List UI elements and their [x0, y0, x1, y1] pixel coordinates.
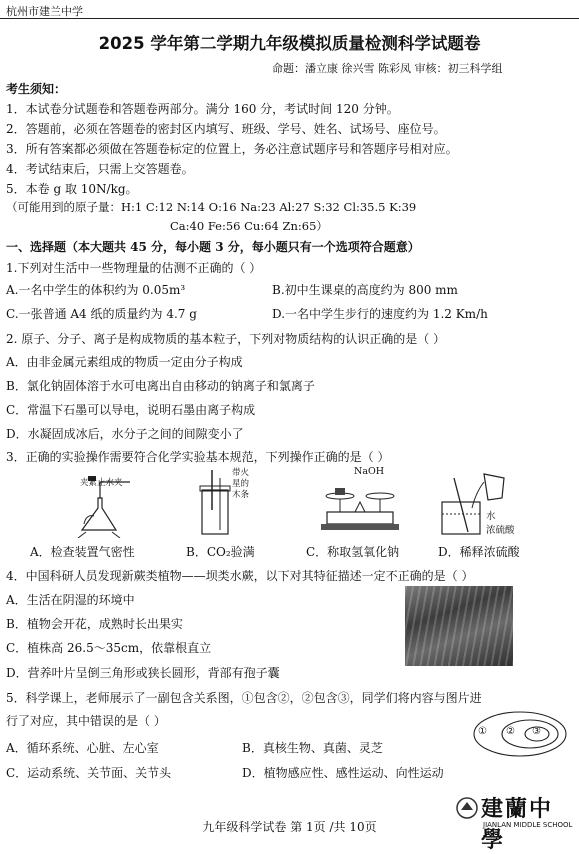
school-header: 杭州市建兰中学 — [6, 5, 83, 18]
q5-option-c: C．运动系统、关节面、关节头 — [6, 766, 172, 780]
q4-option-a: A．生活在阴湿的环境中 — [6, 593, 135, 607]
authors-line: 命题：潘立康 徐兴雪 陈彩凤 审核：初三科学组 — [272, 62, 503, 75]
q3-figure-b-co2-test — [190, 470, 260, 540]
q3-figure-b-label-1: 带火 — [232, 468, 250, 478]
q5-circle-3: ③ — [532, 726, 541, 737]
page-title: 2025 学年第二学期九年级模拟质量检测科学试题卷 — [98, 34, 481, 53]
q5-stem-line-2: 行了对应，其中错误的是（ ） — [6, 714, 166, 728]
q4-option-c: C．植株高 26.5～35cm，依靠根直立 — [6, 641, 212, 655]
fern-photo — [405, 586, 513, 666]
q3-stem: 3．正确的实验操作需要符合化学实验基本规范，下列操作正确的是（ ） — [6, 450, 390, 464]
q5-circle-1: ① — [478, 726, 487, 737]
q5-stem-line-1: 5．科学课上，老师展示了一副包含关系图，①包含②，②包含③，同学们将内容与图片进 — [6, 691, 482, 705]
q5-option-a: A．循环系统、心脏、左心室 — [6, 741, 159, 755]
logo-chinese-name: 建蘭中學 — [481, 796, 554, 853]
header-rule — [0, 18, 579, 19]
q3-figure-c-label: NaOH — [354, 466, 385, 477]
q3-figure-c-balance — [315, 478, 405, 538]
q3-option-a: A．检查装置气密性 — [30, 545, 135, 559]
atomic-masses-line-1: （可能用到的原子量：H:1 C:12 N:14 O:16 Na:23 Al:27 S:32 Cl:35.5 K:39 — [6, 200, 417, 214]
page-footer: 九年级科学试卷 第 1页 /共 10页 — [202, 820, 377, 834]
section-heading: 一、选择题（本大题共 45 分，每小题 3 分，每小题只有一个选项符合题意） — [6, 240, 420, 254]
q5-circle-2: ② — [506, 726, 515, 737]
atomic-masses-line-2: Ca:40 Fe:56 Cu:64 Zn:65） — [170, 219, 328, 233]
school-emblem-icon — [455, 796, 479, 820]
q5-option-b: B．真核生物、真菌、灵芝 — [242, 741, 383, 755]
school-logo — [455, 792, 575, 853]
q2-option-a: A．由非金属元素组成的物质一定由分子构成 — [6, 355, 243, 369]
notice-item-4: 4．考试结束后，只需上交答题卷。 — [6, 162, 194, 176]
logo-english-name: JIANLAN MIDDLE SCHOOL — [483, 821, 573, 829]
q4-option-d: D．营养叶片呈倒三角形或狭长圆形，背部有孢子囊 — [6, 666, 280, 680]
q1-option-a: A.一名中学生的体积约为 0.05m³ — [6, 283, 186, 297]
q3-figure-d-label-water: 水 — [486, 511, 496, 522]
notice-item-5: 5．本卷 g 取 10N/kg。 — [6, 182, 138, 196]
q3-option-c: C．称取氢氧化钠 — [306, 545, 400, 559]
q1-option-b: B.初中生课桌的高度约为 800 mm — [272, 283, 458, 297]
q3-figure-b-label-2: 星的 — [232, 479, 250, 489]
q2-option-b: B．氯化钠固体溶于水可电离出自由移动的钠离子和氯离子 — [6, 379, 315, 393]
q3-option-b: B．CO₂验满 — [186, 545, 255, 559]
q2-option-d: D．水凝固成冰后，水分子之间的间隙变小了 — [6, 427, 244, 441]
q2-stem: 2. 原子、分子、离子是构成物质的基本粒子，下列对物质结构的认识正确的是（ ） — [6, 332, 446, 346]
notice-item-3: 3．所有答案都必须做在答题卷标定的位置上，务必注意试题序号和答题序号相对应。 — [6, 142, 458, 156]
q3-figure-a-label: 夹紧止水夹 — [80, 478, 123, 488]
q2-option-c: C．常温下石墨可以导电，说明石墨由离子构成 — [6, 403, 256, 417]
notice-item-1: 1．本试卷分试题卷和答题卷两部分。满分 160 分，考试时间 120 分钟。 — [6, 102, 399, 116]
q4-option-b: B．植物会开花，成熟时长出果实 — [6, 617, 183, 631]
q5-option-d: D．植物感应性、感性运动、向性运动 — [242, 766, 444, 780]
q3-option-d: D．稀释浓硫酸 — [438, 545, 520, 559]
q3-figure-d-label-acid: 浓硫酸 — [486, 525, 515, 536]
q1-option-c: C.一张普通 A4 纸的质量约为 4.7 g — [6, 307, 197, 321]
notice-heading: 考生须知： — [6, 82, 67, 96]
q1-option-d: D.一名中学生步行的速度约为 1.2 Km/h — [272, 307, 488, 321]
notice-item-2: 2．答题前，必须在答题卷的密封区内填写、班级、学号、姓名、试场号、座位号。 — [6, 122, 446, 136]
q3-figure-b-label-3: 木条 — [232, 490, 250, 500]
q4-stem: 4．中国科研人员发现新蕨类植物——坝类水蕨，以下对其特征描述一定不正确的是（ ） — [6, 569, 474, 583]
q1-stem: 1.下列对生活中一些物理量的估测不正确的（ ） — [6, 261, 262, 275]
